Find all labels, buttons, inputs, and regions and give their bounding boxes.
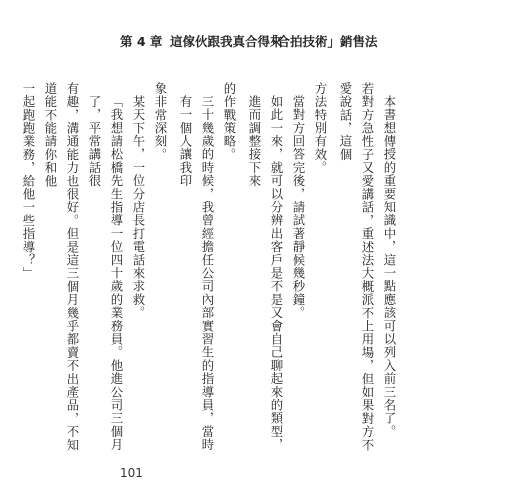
- running-header: [120, 32, 440, 52]
- chapter-label: 第 4 章: [120, 34, 163, 49]
- chapter-title: 這傢伙跟我真合得來: [170, 34, 283, 49]
- body-text: [17, 82, 400, 452]
- section-title: 「合拍技術」銷售法: [265, 34, 378, 49]
- paragraph-line: 如此一來，就可以分辨出客戶是不是又會自己聊起來的類型，進而調整接下來: [247, 95, 284, 452]
- paragraph-line: 方法特別有效。: [313, 82, 328, 175]
- paragraph-line: 當對方回答完後，請試著靜候幾秒鐘。: [291, 95, 306, 320]
- paragraph-line: 象非常深刻。: [153, 82, 168, 162]
- paragraph-line: 「我想請松橋先生指導一位四十歲的業務員。他進公司三個月了，平常講話很: [87, 95, 124, 452]
- paragraph-line: 的作戰策略。: [222, 82, 237, 162]
- paragraph-line: 一起跑跑業務，給他一些指導？」: [21, 82, 36, 280]
- paragraph-line: 某天下午，一位分店長打電話來求救。: [131, 95, 146, 320]
- paragraph-line: 本書想傳授的重要知識中，這一點應該可以列入前三名了。: [382, 95, 397, 439]
- paragraph-line: 有趣，溝通能力也很好。但是這三個月幾乎都賣不出產品，不知道能不能請你和他: [43, 82, 80, 452]
- paragraph-line: 三十幾歲的時候，我曾經擔任公司內部實習生的指導員，當時有一個人讓我印: [178, 95, 215, 452]
- page-number: 101: [120, 466, 143, 480]
- paragraph-line: 若對方急性子又愛講話，重述法大概派不上用場，但如果對方不愛說話，這個: [338, 82, 375, 452]
